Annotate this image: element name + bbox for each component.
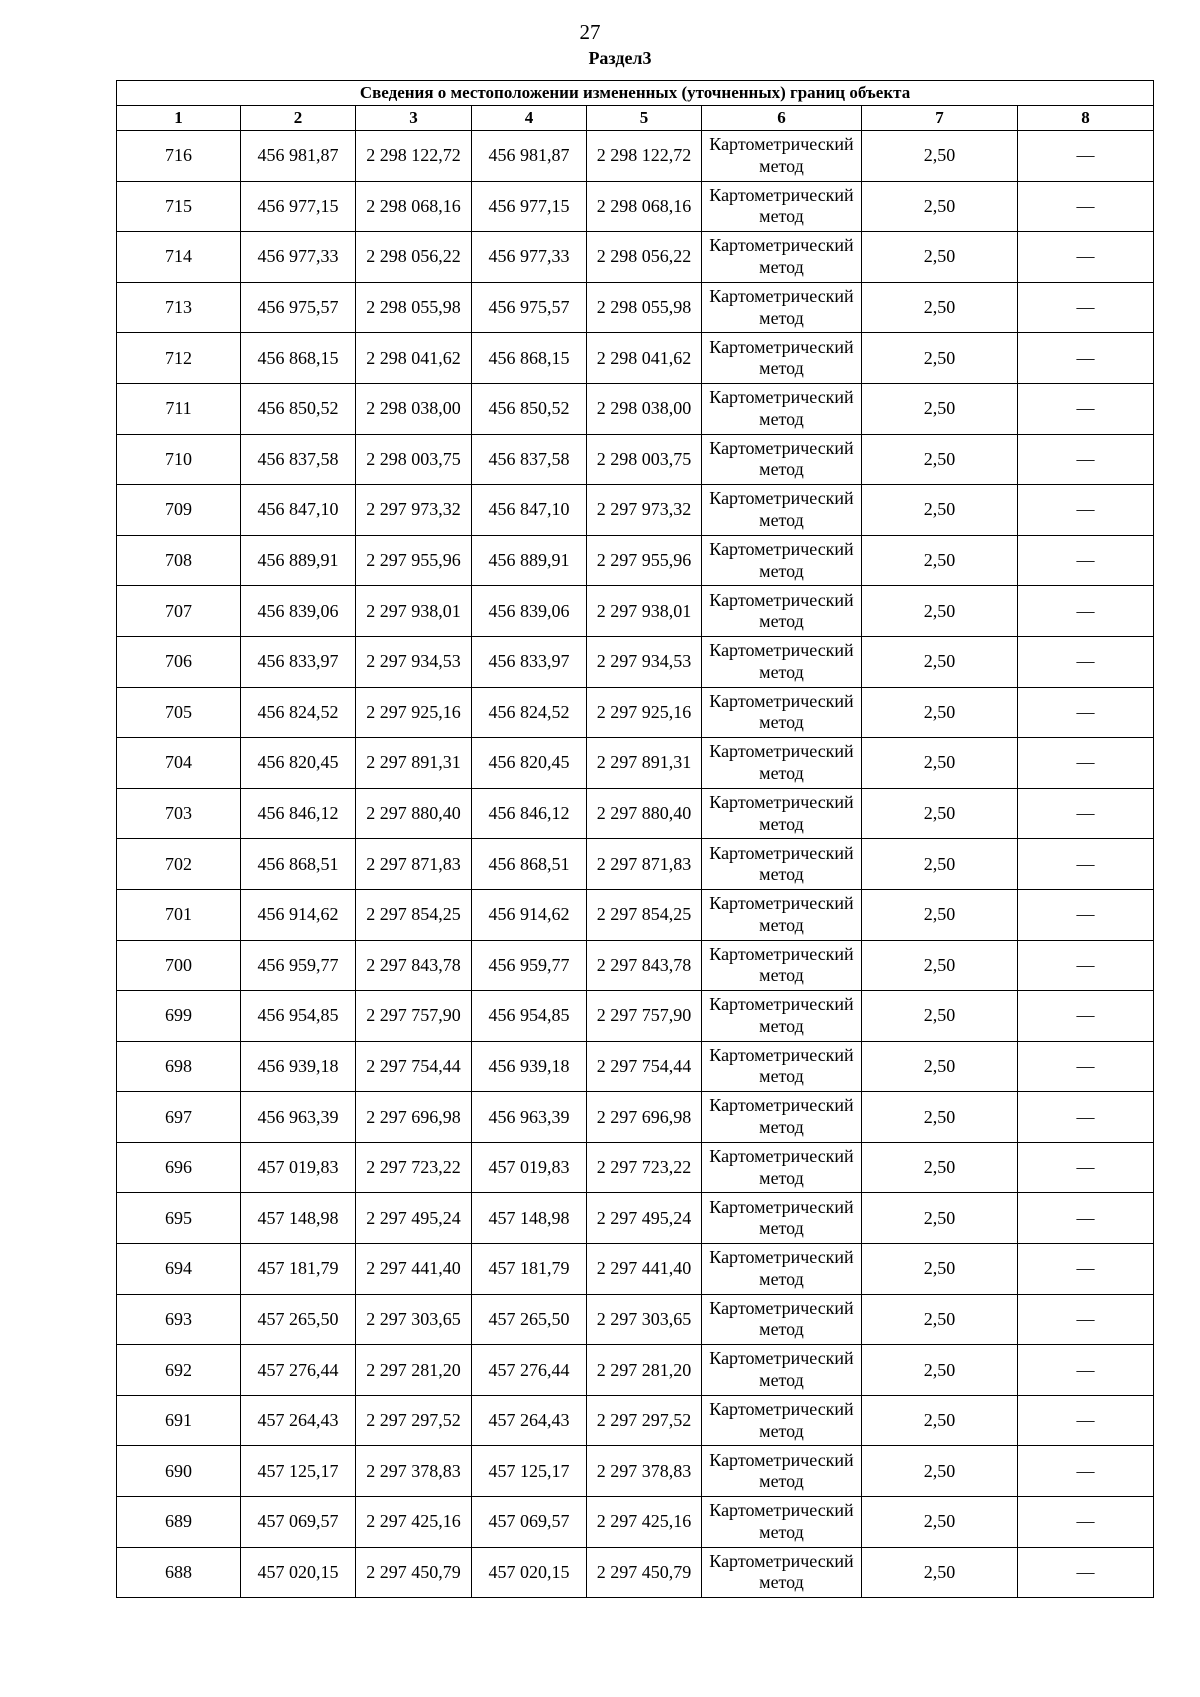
empty-mark: — xyxy=(1018,1142,1154,1193)
y-existing: 2 297 934,53 xyxy=(356,636,472,687)
y-existing: 2 297 871,83 xyxy=(356,839,472,890)
column-number: 2 xyxy=(241,106,356,131)
x-new: 456 846,12 xyxy=(472,788,587,839)
empty-mark: — xyxy=(1018,333,1154,384)
table-row xyxy=(117,1244,1154,1295)
x-new: 457 020,15 xyxy=(472,1547,587,1598)
empty-mark: — xyxy=(1018,1497,1154,1548)
table-row xyxy=(117,991,1154,1042)
empty-mark: — xyxy=(1018,485,1154,536)
y-new: 2 297 495,24 xyxy=(587,1193,702,1244)
y-new: 2 298 122,72 xyxy=(587,131,702,182)
point-number: 691 xyxy=(117,1395,241,1446)
accuracy: 2,50 xyxy=(862,1446,1018,1497)
y-new: 2 297 955,96 xyxy=(587,535,702,586)
empty-mark: — xyxy=(1018,1092,1154,1143)
table-row xyxy=(117,181,1154,232)
y-existing: 2 298 041,62 xyxy=(356,333,472,384)
determination-method: Картометрический метод xyxy=(702,232,862,283)
table-row xyxy=(117,282,1154,333)
y-existing: 2 297 281,20 xyxy=(356,1345,472,1396)
x-new: 456 939,18 xyxy=(472,1041,587,1092)
determination-method: Картометрический метод xyxy=(702,839,862,890)
point-number: 705 xyxy=(117,687,241,738)
x-new: 456 889,91 xyxy=(472,535,587,586)
point-number: 694 xyxy=(117,1244,241,1295)
point-number: 696 xyxy=(117,1142,241,1193)
y-new: 2 297 696,98 xyxy=(587,1092,702,1143)
determination-method: Картометрический метод xyxy=(702,1345,862,1396)
y-existing: 2 298 038,00 xyxy=(356,383,472,434)
accuracy: 2,50 xyxy=(862,383,1018,434)
y-new: 2 298 038,00 xyxy=(587,383,702,434)
y-existing: 2 297 441,40 xyxy=(356,1244,472,1295)
x-existing: 456 868,51 xyxy=(241,839,356,890)
column-number: 5 xyxy=(587,106,702,131)
y-new: 2 298 055,98 xyxy=(587,282,702,333)
empty-mark: — xyxy=(1018,839,1154,890)
column-number-header xyxy=(117,106,1154,131)
accuracy: 2,50 xyxy=(862,1395,1018,1446)
y-existing: 2 297 973,32 xyxy=(356,485,472,536)
determination-method: Картометрический метод xyxy=(702,586,862,637)
accuracy: 2,50 xyxy=(862,687,1018,738)
table-row xyxy=(117,1294,1154,1345)
determination-method: Картометрический метод xyxy=(702,1497,862,1548)
y-existing: 2 298 068,16 xyxy=(356,181,472,232)
x-new: 456 959,77 xyxy=(472,940,587,991)
x-existing: 456 981,87 xyxy=(241,131,356,182)
y-existing: 2 298 003,75 xyxy=(356,434,472,485)
accuracy: 2,50 xyxy=(862,788,1018,839)
empty-mark: — xyxy=(1018,1244,1154,1295)
y-existing: 2 297 880,40 xyxy=(356,788,472,839)
y-new: 2 297 297,52 xyxy=(587,1395,702,1446)
y-new: 2 298 056,22 xyxy=(587,232,702,283)
table-body xyxy=(117,131,1154,1598)
x-existing: 456 846,12 xyxy=(241,788,356,839)
table-row xyxy=(117,1497,1154,1548)
x-existing: 456 833,97 xyxy=(241,636,356,687)
x-new: 457 019,83 xyxy=(472,1142,587,1193)
point-number: 698 xyxy=(117,1041,241,1092)
x-new: 456 975,57 xyxy=(472,282,587,333)
determination-method: Картометрический метод xyxy=(702,1446,862,1497)
determination-method: Картометрический метод xyxy=(702,1193,862,1244)
empty-mark: — xyxy=(1018,1345,1154,1396)
column-number: 1 xyxy=(117,106,241,131)
table-row xyxy=(117,1345,1154,1396)
point-number: 701 xyxy=(117,889,241,940)
x-new: 457 265,50 xyxy=(472,1294,587,1345)
accuracy: 2,50 xyxy=(862,586,1018,637)
x-existing: 456 977,15 xyxy=(241,181,356,232)
y-existing: 2 297 843,78 xyxy=(356,940,472,991)
point-number: 711 xyxy=(117,383,241,434)
determination-method: Картометрический метод xyxy=(702,991,862,1042)
x-existing: 457 181,79 xyxy=(241,1244,356,1295)
y-new: 2 297 757,90 xyxy=(587,991,702,1042)
y-existing: 2 297 891,31 xyxy=(356,738,472,789)
point-number: 712 xyxy=(117,333,241,384)
y-new: 2 297 843,78 xyxy=(587,940,702,991)
empty-mark: — xyxy=(1018,940,1154,991)
x-new: 456 977,33 xyxy=(472,232,587,283)
y-existing: 2 297 425,16 xyxy=(356,1497,472,1548)
x-new: 456 847,10 xyxy=(472,485,587,536)
accuracy: 2,50 xyxy=(862,636,1018,687)
y-new: 2 298 041,62 xyxy=(587,333,702,384)
determination-method: Картометрический метод xyxy=(702,738,862,789)
determination-method: Картометрический метод xyxy=(702,434,862,485)
y-new: 2 298 003,75 xyxy=(587,434,702,485)
x-existing: 456 963,39 xyxy=(241,1092,356,1143)
accuracy: 2,50 xyxy=(862,1294,1018,1345)
y-existing: 2 297 378,83 xyxy=(356,1446,472,1497)
empty-mark: — xyxy=(1018,232,1154,283)
accuracy: 2,50 xyxy=(862,1547,1018,1598)
y-existing: 2 297 723,22 xyxy=(356,1142,472,1193)
table-row xyxy=(117,485,1154,536)
table-row xyxy=(117,1142,1154,1193)
accuracy: 2,50 xyxy=(862,434,1018,485)
accuracy: 2,50 xyxy=(862,991,1018,1042)
table-row xyxy=(117,131,1154,182)
point-number: 699 xyxy=(117,991,241,1042)
x-new: 456 914,62 xyxy=(472,889,587,940)
x-new: 456 981,87 xyxy=(472,131,587,182)
y-new: 2 297 973,32 xyxy=(587,485,702,536)
x-new: 456 820,45 xyxy=(472,738,587,789)
y-new: 2 297 723,22 xyxy=(587,1142,702,1193)
point-number: 709 xyxy=(117,485,241,536)
y-new: 2 297 441,40 xyxy=(587,1244,702,1295)
column-number: 8 xyxy=(1018,106,1154,131)
empty-mark: — xyxy=(1018,383,1154,434)
x-existing: 457 276,44 xyxy=(241,1345,356,1396)
y-existing: 2 297 495,24 xyxy=(356,1193,472,1244)
determination-method: Картометрический метод xyxy=(702,1041,862,1092)
table-row xyxy=(117,1193,1154,1244)
x-new: 456 977,15 xyxy=(472,181,587,232)
x-existing: 456 837,58 xyxy=(241,434,356,485)
table-row xyxy=(117,333,1154,384)
empty-mark: — xyxy=(1018,131,1154,182)
point-number: 713 xyxy=(117,282,241,333)
x-new: 456 963,39 xyxy=(472,1092,587,1143)
table-row xyxy=(117,434,1154,485)
x-existing: 456 954,85 xyxy=(241,991,356,1042)
determination-method: Картометрический метод xyxy=(702,1395,862,1446)
accuracy: 2,50 xyxy=(862,1244,1018,1295)
determination-method: Картометрический метод xyxy=(702,333,862,384)
y-new: 2 297 425,16 xyxy=(587,1497,702,1548)
determination-method: Картометрический метод xyxy=(702,687,862,738)
table-row xyxy=(117,687,1154,738)
empty-mark: — xyxy=(1018,1395,1154,1446)
x-existing: 457 069,57 xyxy=(241,1497,356,1548)
x-new: 457 125,17 xyxy=(472,1446,587,1497)
x-existing: 456 824,52 xyxy=(241,687,356,738)
accuracy: 2,50 xyxy=(862,333,1018,384)
accuracy: 2,50 xyxy=(862,1345,1018,1396)
x-existing: 456 959,77 xyxy=(241,940,356,991)
x-existing: 456 889,91 xyxy=(241,535,356,586)
determination-method: Картометрический метод xyxy=(702,1092,862,1143)
point-number: 702 xyxy=(117,839,241,890)
accuracy: 2,50 xyxy=(862,738,1018,789)
empty-mark: — xyxy=(1018,1193,1154,1244)
point-number: 704 xyxy=(117,738,241,789)
y-new: 2 297 880,40 xyxy=(587,788,702,839)
accuracy: 2,50 xyxy=(862,485,1018,536)
accuracy: 2,50 xyxy=(862,131,1018,182)
y-new: 2 297 934,53 xyxy=(587,636,702,687)
point-number: 710 xyxy=(117,434,241,485)
table-row xyxy=(117,738,1154,789)
y-new: 2 297 854,25 xyxy=(587,889,702,940)
x-new: 457 069,57 xyxy=(472,1497,587,1548)
y-existing: 2 297 696,98 xyxy=(356,1092,472,1143)
point-number: 690 xyxy=(117,1446,241,1497)
x-new: 457 276,44 xyxy=(472,1345,587,1396)
point-number: 716 xyxy=(117,131,241,182)
y-existing: 2 297 925,16 xyxy=(356,687,472,738)
determination-method: Картометрический метод xyxy=(702,383,862,434)
point-number: 692 xyxy=(117,1345,241,1396)
accuracy: 2,50 xyxy=(862,282,1018,333)
y-existing: 2 297 757,90 xyxy=(356,991,472,1042)
x-existing: 456 820,45 xyxy=(241,738,356,789)
y-existing: 2 297 854,25 xyxy=(356,889,472,940)
determination-method: Картометрический метод xyxy=(702,485,862,536)
empty-mark: — xyxy=(1018,636,1154,687)
table-row xyxy=(117,383,1154,434)
determination-method: Картометрический метод xyxy=(702,131,862,182)
boundary-coordinates-table xyxy=(116,80,1154,1598)
x-new: 457 181,79 xyxy=(472,1244,587,1295)
x-existing: 456 868,15 xyxy=(241,333,356,384)
accuracy: 2,50 xyxy=(862,889,1018,940)
x-existing: 457 265,50 xyxy=(241,1294,356,1345)
table-row xyxy=(117,1446,1154,1497)
column-number: 7 xyxy=(862,106,1018,131)
determination-method: Картометрический метод xyxy=(702,181,862,232)
x-existing: 456 847,10 xyxy=(241,485,356,536)
determination-method: Картометрический метод xyxy=(702,940,862,991)
point-number: 714 xyxy=(117,232,241,283)
y-existing: 2 298 056,22 xyxy=(356,232,472,283)
accuracy: 2,50 xyxy=(862,181,1018,232)
y-new: 2 297 281,20 xyxy=(587,1345,702,1396)
determination-method: Картометрический метод xyxy=(702,535,862,586)
section-title: Раздел3 xyxy=(588,48,652,68)
empty-mark: — xyxy=(1018,1446,1154,1497)
x-existing: 457 264,43 xyxy=(241,1395,356,1446)
empty-mark: — xyxy=(1018,1041,1154,1092)
accuracy: 2,50 xyxy=(862,1497,1018,1548)
x-existing: 457 125,17 xyxy=(241,1446,356,1497)
accuracy: 2,50 xyxy=(862,1193,1018,1244)
table-row xyxy=(117,839,1154,890)
x-existing: 456 939,18 xyxy=(241,1041,356,1092)
table-row xyxy=(117,535,1154,586)
empty-mark: — xyxy=(1018,1294,1154,1345)
x-new: 456 850,52 xyxy=(472,383,587,434)
x-new: 456 868,15 xyxy=(472,333,587,384)
y-new: 2 297 754,44 xyxy=(587,1041,702,1092)
table-row xyxy=(117,1547,1154,1598)
x-new: 456 833,97 xyxy=(472,636,587,687)
point-number: 695 xyxy=(117,1193,241,1244)
determination-method: Картометрический метод xyxy=(702,1142,862,1193)
accuracy: 2,50 xyxy=(862,940,1018,991)
accuracy: 2,50 xyxy=(862,1092,1018,1143)
table-row xyxy=(117,586,1154,637)
y-new: 2 297 378,83 xyxy=(587,1446,702,1497)
table-row xyxy=(117,1395,1154,1446)
point-number: 707 xyxy=(117,586,241,637)
column-number: 6 xyxy=(702,106,862,131)
empty-mark: — xyxy=(1018,282,1154,333)
x-new: 457 264,43 xyxy=(472,1395,587,1446)
table-row xyxy=(117,232,1154,283)
empty-mark: — xyxy=(1018,1547,1154,1598)
determination-method: Картометрический метод xyxy=(702,1244,862,1295)
empty-mark: — xyxy=(1018,889,1154,940)
point-number: 700 xyxy=(117,940,241,991)
x-existing: 456 839,06 xyxy=(241,586,356,637)
page-number: 27 xyxy=(579,20,601,44)
point-number: 708 xyxy=(117,535,241,586)
empty-mark: — xyxy=(1018,991,1154,1042)
table-caption: Сведения о местоположении измененных (уточненных) границ объекта xyxy=(117,81,1154,106)
point-number: 693 xyxy=(117,1294,241,1345)
point-number: 697 xyxy=(117,1092,241,1143)
point-number: 689 xyxy=(117,1497,241,1548)
x-new: 456 839,06 xyxy=(472,586,587,637)
empty-mark: — xyxy=(1018,586,1154,637)
empty-mark: — xyxy=(1018,535,1154,586)
y-existing: 2 297 955,96 xyxy=(356,535,472,586)
table-row xyxy=(117,636,1154,687)
x-existing: 456 977,33 xyxy=(241,232,356,283)
table-row xyxy=(117,788,1154,839)
accuracy: 2,50 xyxy=(862,232,1018,283)
determination-method: Картометрический метод xyxy=(702,636,862,687)
empty-mark: — xyxy=(1018,434,1154,485)
accuracy: 2,50 xyxy=(862,839,1018,890)
table-row xyxy=(117,940,1154,991)
y-new: 2 297 303,65 xyxy=(587,1294,702,1345)
y-existing: 2 298 122,72 xyxy=(356,131,472,182)
x-existing: 456 975,57 xyxy=(241,282,356,333)
empty-mark: — xyxy=(1018,687,1154,738)
x-existing: 457 019,83 xyxy=(241,1142,356,1193)
x-new: 457 148,98 xyxy=(472,1193,587,1244)
y-new: 2 297 871,83 xyxy=(587,839,702,890)
determination-method: Картометрический метод xyxy=(702,282,862,333)
x-new: 456 824,52 xyxy=(472,687,587,738)
x-existing: 456 914,62 xyxy=(241,889,356,940)
determination-method: Картометрический метод xyxy=(702,1294,862,1345)
table-row xyxy=(117,889,1154,940)
x-existing: 456 850,52 xyxy=(241,383,356,434)
empty-mark: — xyxy=(1018,788,1154,839)
point-number: 715 xyxy=(117,181,241,232)
empty-mark: — xyxy=(1018,738,1154,789)
table-row xyxy=(117,1041,1154,1092)
x-new: 456 868,51 xyxy=(472,839,587,890)
determination-method: Картометрический метод xyxy=(702,1547,862,1598)
determination-method: Картометрический метод xyxy=(702,788,862,839)
point-number: 706 xyxy=(117,636,241,687)
y-existing: 2 297 450,79 xyxy=(356,1547,472,1598)
point-number: 688 xyxy=(117,1547,241,1598)
determination-method: Картометрический метод xyxy=(702,889,862,940)
y-existing: 2 298 055,98 xyxy=(356,282,472,333)
y-existing: 2 297 297,52 xyxy=(356,1395,472,1446)
y-new: 2 297 938,01 xyxy=(587,586,702,637)
y-new: 2 298 068,16 xyxy=(587,181,702,232)
y-new: 2 297 925,16 xyxy=(587,687,702,738)
x-new: 456 954,85 xyxy=(472,991,587,1042)
y-existing: 2 297 754,44 xyxy=(356,1041,472,1092)
y-new: 2 297 891,31 xyxy=(587,738,702,789)
y-new: 2 297 450,79 xyxy=(587,1547,702,1598)
x-existing: 457 020,15 xyxy=(241,1547,356,1598)
point-number: 703 xyxy=(117,788,241,839)
table-row xyxy=(117,1092,1154,1143)
empty-mark: — xyxy=(1018,181,1154,232)
x-existing: 457 148,98 xyxy=(241,1193,356,1244)
column-number: 4 xyxy=(472,106,587,131)
x-new: 456 837,58 xyxy=(472,434,587,485)
y-existing: 2 297 938,01 xyxy=(356,586,472,637)
column-number: 3 xyxy=(356,106,472,131)
accuracy: 2,50 xyxy=(862,1041,1018,1092)
y-existing: 2 297 303,65 xyxy=(356,1294,472,1345)
accuracy: 2,50 xyxy=(862,535,1018,586)
accuracy: 2,50 xyxy=(862,1142,1018,1193)
